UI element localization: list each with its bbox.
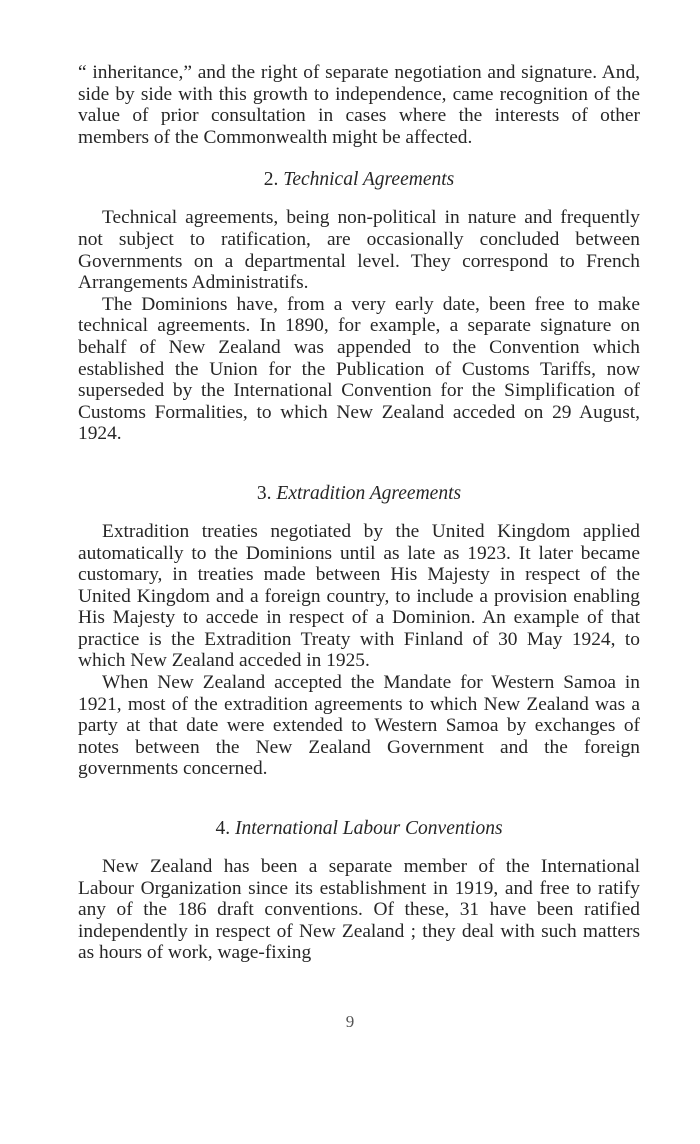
section-number: 3. xyxy=(256,482,272,504)
paragraph: When New Zealand accepted the Mandate for Western Samoa in 1921, most of the extradition agreements to which New Zealand was a party at that date were extended to Western Samoa by exchanges of notes between the New Zealand Government and the foreign governments concerned. xyxy=(78,672,640,780)
section-heading-technical xyxy=(78,169,640,191)
paragraph: Extradition treaties negotiated by the United Kingdom applied automatically to the Dominions until as late as 1923. It later became customary, in treaties made between His Majesty in respect of the United Kingdom and a foreign country, to include a provision enabling His Majesty to accede in respect of a Dominion. An example of that practice is the Extradition Treaty with Finland of 30 May 1924, to which New Zealand acceded in 1925. xyxy=(78,520,640,672)
section-title: Extradition Agreements xyxy=(276,482,462,504)
page-body xyxy=(78,62,640,964)
section-heading-labour xyxy=(78,818,640,840)
section-title: International Labour Conventions xyxy=(234,818,503,840)
section-number: 4. xyxy=(215,818,231,840)
intro-paragraph: “ inheritance,” and the right of separate negotiation and signature. And, side by side with this growth to independence, came recognition of the value of prior consultation in cases where the interests of other members of the Commonwealth might be affected. xyxy=(78,62,640,148)
paragraph: New Zealand has been a separate member of the International Labour Organization since its establishment in 1919, and free to ratify any of the 186 draft conventions. Of these, 31 have been ratified independently in respect of New Zealand ; they deal with such matters as hours of work, wage-fixing xyxy=(78,856,640,964)
page-number: 9 xyxy=(345,1012,355,1031)
section-number: 2. xyxy=(263,169,279,191)
section-heading-extradition xyxy=(78,483,640,505)
paragraph: Technical agreements, being non-political in nature and frequently not subject to ratification, are occasionally concluded between Governments on a departmental level. They correspond to French Arrangements Administratifs. xyxy=(78,207,640,294)
section-title: Technical Agreements xyxy=(283,169,455,191)
paragraph: The Dominions have, from a very early date, been free to make technical agreements. In 1890, for example, a separate signature on behalf of New Zealand was appended to the Convention which established the Union for the Publication of Customs Tariffs, now superseded by the International Convention for the Simplification of Customs Formalities, to which New Zealand acceded on 29 August, 1924. xyxy=(78,293,640,445)
